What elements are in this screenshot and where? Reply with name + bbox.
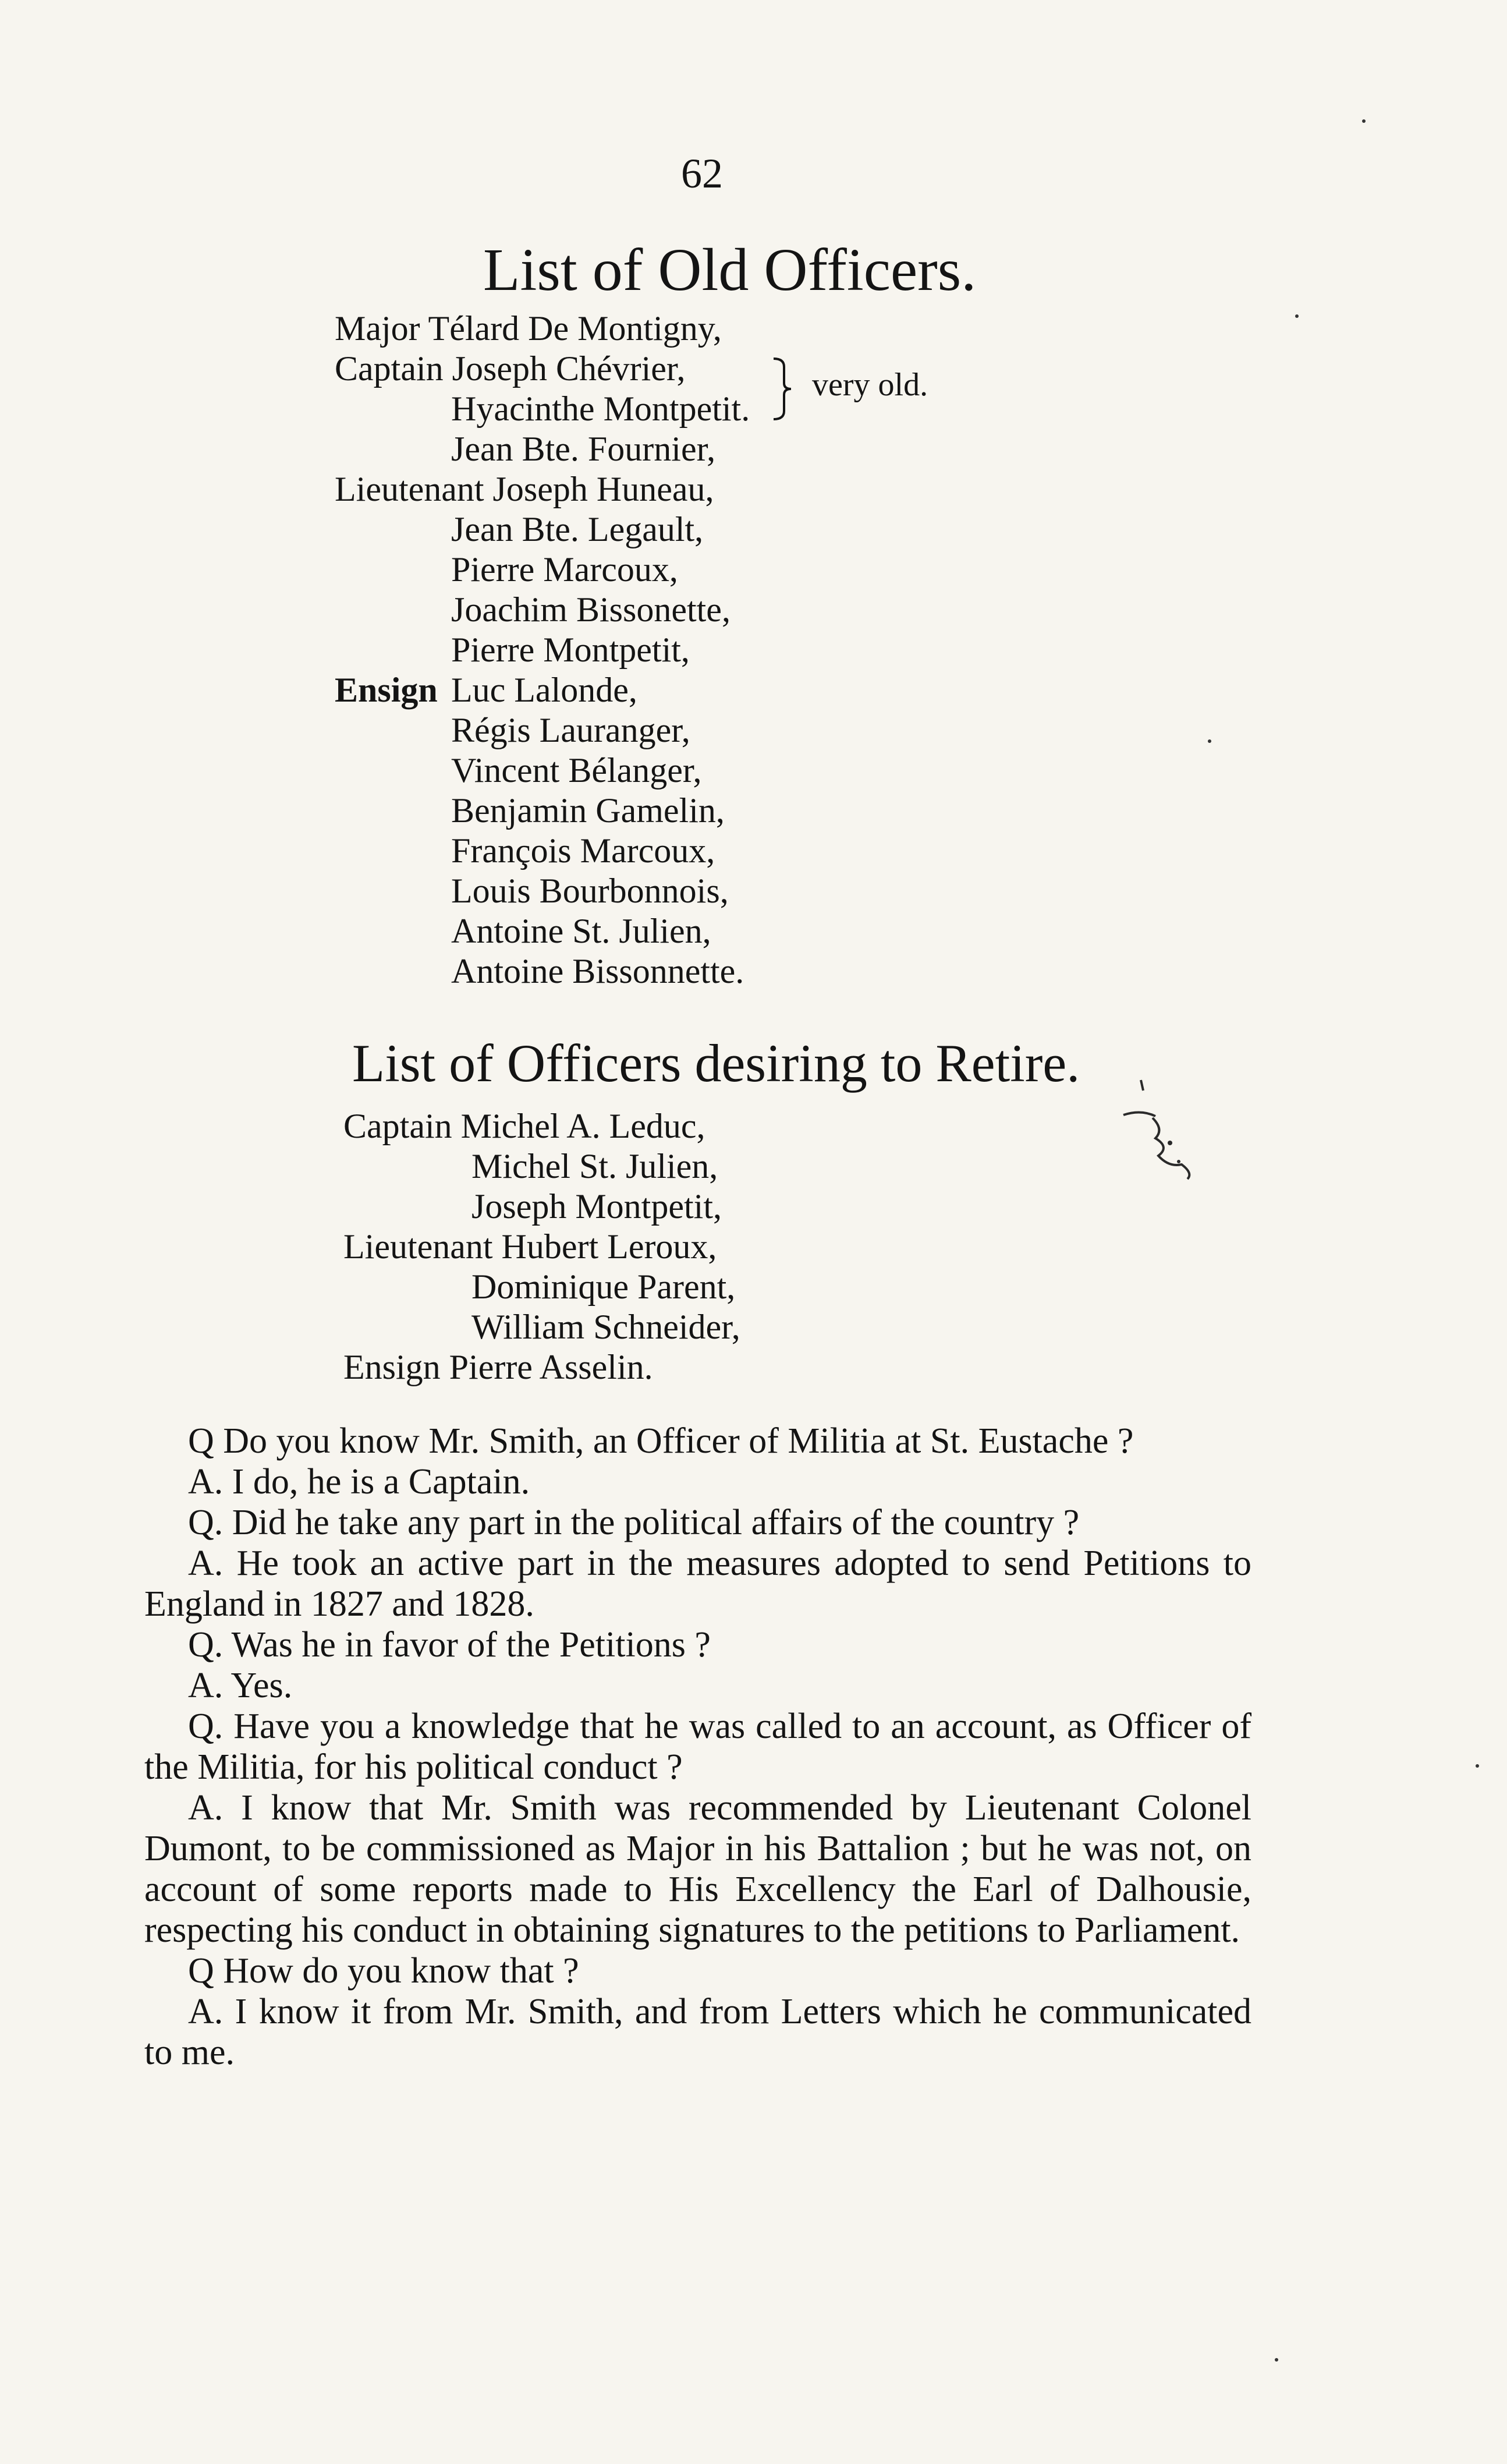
officer-name: William Schneider, xyxy=(471,1308,740,1346)
officer-name: Captain Joseph Chévrier, xyxy=(335,349,686,388)
officer-name: François Marcoux, xyxy=(451,831,715,870)
officer-name: Dominique Parent, xyxy=(471,1268,736,1306)
officer-name: Luc Lalonde, xyxy=(451,671,637,709)
testimony-answer: A. I know that Mr. Smith was recommended by Lieutenant Colonel Dumont, to be commissioned as Major in his Battalion ; but he was not, on account of some reports made to His Excellency the Earl of Dalhousie, respecting his conduct in obtaining signatures to the petitions to Parliament. xyxy=(144,1788,1251,1950)
ink-blot-mark xyxy=(1100,1074,1217,1226)
speck-mark xyxy=(1208,739,1211,743)
retiring-officers-heading: List of Officers desiring to Retire. xyxy=(352,1033,1080,1093)
speck-mark xyxy=(1275,2358,1278,2362)
officer-name: Ensign Pierre Asselin. xyxy=(343,1348,653,1386)
officer-name: Joachim Bissonette, xyxy=(451,590,731,629)
officer-name: Louis Bourbonnois, xyxy=(451,872,729,910)
testimony-section xyxy=(144,1421,1251,2073)
officer-name: Major Télard De Montigny, xyxy=(335,309,722,348)
testimony-question: Q. Was he in favor of the Petitions ? xyxy=(188,1625,711,1665)
brace-icon xyxy=(771,356,795,422)
officer-rank: Ensign xyxy=(335,671,438,709)
officer-name: Lieutenant Joseph Huneau, xyxy=(335,470,714,508)
officer-name: Lieutenant Hubert Leroux, xyxy=(343,1227,717,1266)
speck-mark xyxy=(1295,314,1299,318)
officer-name: Hyacinthe Montpetit. xyxy=(451,390,750,428)
officer-name: Régis Lauranger, xyxy=(451,711,690,749)
testimony-answer: A. Yes. xyxy=(188,1666,293,1705)
officer-name: Captain Michel A. Leduc, xyxy=(343,1107,705,1145)
officer-name: Joseph Montpetit, xyxy=(471,1187,722,1226)
testimony-answer: A. I know it from Mr. Smith, and from Letters which he communicated to me. xyxy=(144,1992,1251,2072)
officer-name: Jean Bte. Fournier, xyxy=(451,430,716,468)
speck-mark xyxy=(1362,119,1366,123)
officer-name: Pierre Montpetit, xyxy=(451,631,690,669)
testimony-question: Q How do you know that ? xyxy=(188,1951,579,1991)
officer-name: Pierre Marcoux, xyxy=(451,550,678,589)
testimony-question: Q. Did he take any part in the political affairs of the country ? xyxy=(188,1503,1080,1542)
officer-name: Michel St. Julien, xyxy=(471,1147,718,1185)
testimony-answer: A. He took an active part in the measures adopted to send Petitions to England in 1827 and 1828. xyxy=(144,1543,1251,1624)
speck-mark xyxy=(1476,1764,1479,1768)
officer-name: Benjamin Gamelin, xyxy=(451,791,725,830)
officer-name: Antoine Bissonnette. xyxy=(451,952,744,990)
testimony-question: Q. Have you a knowledge that he was called to an account, as Officer of the Militia, for his political conduct ? xyxy=(144,1707,1251,1787)
testimony-answer: A. I do, he is a Captain. xyxy=(188,1462,530,1502)
old-officers-heading: List of Old Officers. xyxy=(483,236,977,303)
page-number: 62 xyxy=(681,150,723,197)
officer-name: Antoine St. Julien, xyxy=(451,912,711,950)
bracket-note: very old. xyxy=(812,367,928,403)
officer-name: Vincent Bélanger, xyxy=(451,751,702,790)
testimony-question: Q Do you know Mr. Smith, an Officer of Militia at St. Eustache ? xyxy=(188,1421,1134,1461)
officer-name: Jean Bte. Legault, xyxy=(451,510,704,548)
